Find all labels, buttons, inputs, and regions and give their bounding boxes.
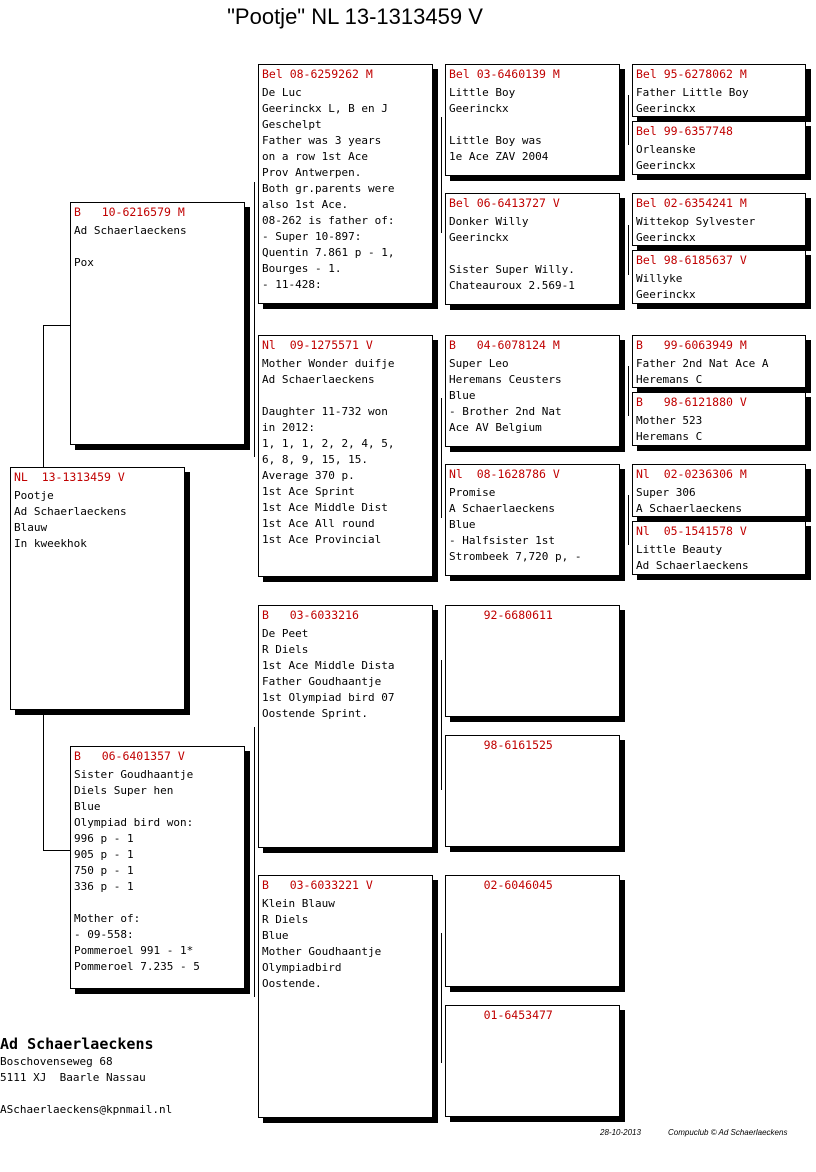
ring-number: B 06-6401357 V [74, 749, 185, 763]
pedigree-card-ssdd[interactable] [632, 250, 806, 304]
card-line: - 11-428: [262, 278, 322, 291]
card-line: 750 p - 1 [74, 864, 134, 877]
card-line: De Peet [262, 627, 309, 640]
pedigree-card-dss[interactable] [445, 605, 620, 717]
pedigree-card-subject[interactable] [10, 467, 185, 710]
card-line [262, 388, 429, 404]
card-line: Geerinckx [636, 231, 696, 244]
card-line: Olympiad bird won: [74, 816, 194, 829]
card-line: 1st Ace Middle Dista [262, 659, 395, 672]
pedigree-card-ssss[interactable] [632, 64, 806, 117]
pedigree-card-ssds[interactable] [632, 193, 806, 246]
card-line: 1st Ace Middle Dist [262, 501, 388, 514]
card-line: Heremans C [636, 373, 703, 386]
card-line: In kweekhok [14, 537, 87, 550]
card-line: A Schaerlaeckens [636, 502, 742, 515]
connector-line [628, 366, 629, 416]
card-line: Blue [449, 389, 476, 402]
card-line: Ad Schaerlaeckens [262, 373, 375, 386]
card-line: 1st Olympiad bird 07 [262, 691, 395, 704]
pedigree-card-sdss[interactable] [632, 335, 806, 388]
ring-number: 92-6680611 [449, 608, 553, 622]
card-line: 1st Ace All round [262, 517, 375, 530]
card-line: - Super 10-897: [262, 230, 362, 243]
card-line: Little Boy [449, 86, 516, 99]
card-line: Little Beauty [636, 543, 723, 556]
card-line: A Schaerlaeckens [449, 502, 555, 515]
pedigree-card-dsd[interactable] [445, 735, 620, 847]
card-line: Blue [74, 800, 101, 813]
card-line: Father Little Boy [636, 86, 749, 99]
card-line: Bourges - 1. [262, 262, 342, 275]
card-line: Mother of: [74, 912, 141, 925]
ring-number: Nl 05-1541578 V [636, 524, 747, 538]
card-line: 905 p - 1 [74, 848, 134, 861]
ring-number: Bel 03-6460139 M [449, 67, 560, 81]
connector-line [628, 95, 629, 145]
connector-line [441, 398, 442, 518]
card-line: Average 370 p. [262, 469, 355, 482]
ring-number: B 03-6033221 V [262, 878, 373, 892]
card-line: also 1st Ace. [262, 198, 349, 211]
pedigree-card-sdd[interactable] [445, 464, 620, 576]
card-line: 6, 8, 9, 15, 15. [262, 453, 368, 466]
connector-line [254, 857, 255, 997]
ring-number: 01-6453477 [449, 1008, 553, 1022]
card-line: Pox [74, 256, 94, 269]
card-line: Diels Super hen [74, 784, 174, 797]
card-line: 1st Ace Sprint [262, 485, 355, 498]
connector-line [441, 660, 442, 790]
card-line: Quentin 7.861 p - 1, [262, 246, 395, 259]
ring-number: B 99-6063949 M [636, 338, 747, 352]
card-line: Ad Schaerlaeckens [14, 505, 127, 518]
connector-line [254, 327, 255, 457]
card-line: 1, 1, 1, 2, 2, 4, 5, [262, 437, 395, 450]
card-line: Pommeroel 7.235 - 5 [74, 960, 200, 973]
connector-line [43, 850, 70, 851]
connector-line [254, 727, 255, 857]
ring-number: Bel 02-6354241 M [636, 196, 747, 210]
pedigree-card-sddd[interactable] [632, 521, 806, 575]
card-line: Mother 523 [636, 414, 703, 427]
card-line: R Diels [262, 913, 309, 926]
card-line: Blue [262, 929, 289, 942]
card-line: Geerinckx [636, 159, 696, 172]
ring-number: Bel 98-6185637 V [636, 253, 747, 267]
card-line: Orleanske [636, 143, 696, 156]
footer-date: 28-10-2013 [600, 1128, 641, 1137]
card-line: Pootje [14, 489, 54, 502]
pedigree-card-ss[interactable] [258, 64, 433, 304]
card-line: Ad Schaerlaeckens [636, 559, 749, 572]
ring-number: B 03-6033216 [262, 608, 359, 622]
card-line: Chateauroux 2.569-1 [449, 279, 575, 292]
card-line: on a row 1st Ace [262, 150, 368, 163]
ring-number: 02-6046045 [449, 878, 553, 892]
card-line: 08-262 is father of: [262, 214, 395, 227]
connector-line [441, 933, 442, 1063]
card-line: Sister Super Willy. [449, 263, 575, 276]
ring-number: Nl 08-1628786 V [449, 467, 560, 481]
card-line: Prov Antwerpen. [262, 166, 362, 179]
pedigree-card-sds[interactable] [445, 335, 620, 447]
pedigree-card-ssd[interactable] [445, 193, 620, 305]
connector-line [43, 325, 70, 326]
card-line: - Brother 2nd Nat [449, 405, 562, 418]
ring-number: 98-6161525 [449, 738, 553, 752]
connector-line [43, 325, 44, 468]
owner-address-city: 5111 XJ Baarle Nassau [0, 1071, 146, 1084]
card-line: Willyke [636, 272, 683, 285]
card-line: Mother Goudhaantje [262, 945, 382, 958]
card-line: Daughter 11-732 won [262, 405, 388, 418]
card-line: Oostende Sprint. [262, 707, 368, 720]
card-line: Oostende. [262, 977, 322, 990]
card-line: 1e Ace ZAV 2004 [449, 150, 549, 163]
card-line: - Halfsister 1st [449, 534, 555, 547]
card-line: Little Boy was [449, 134, 542, 147]
connector-line [254, 182, 255, 327]
card-line: Heremans Ceusters [449, 373, 562, 386]
ring-number: B 10-6216579 M [74, 205, 185, 219]
ring-number: B 98-6121880 V [636, 395, 747, 409]
pedigree-card-ddd[interactable] [445, 1005, 620, 1117]
ring-number: Nl 09-1275571 V [262, 338, 373, 352]
ring-number: Nl 02-0236306 M [636, 467, 747, 481]
card-line: 1st Ace Provincial [262, 533, 382, 546]
pedigree-card-ds[interactable] [258, 605, 433, 848]
pedigree-card-dds[interactable] [445, 875, 620, 987]
card-line: Heremans C [636, 430, 703, 443]
ring-number: NL 13-1313459 V [14, 470, 125, 484]
card-line [449, 246, 616, 262]
connector-line [441, 117, 442, 233]
card-line: De Luc [262, 86, 302, 99]
pedigree-card-sire[interactable] [70, 202, 245, 445]
card-line: Donker Willy [449, 215, 529, 228]
card-line: Geerinckx L, B en J [262, 102, 388, 115]
connector-line [43, 710, 44, 850]
card-line: Geerinckx [636, 102, 696, 115]
card-line: Promise [449, 486, 496, 499]
owner-address-street: Boschovenseweg 68 [0, 1055, 113, 1068]
card-line: Mother Wonder duifje [262, 357, 395, 370]
card-line [74, 895, 241, 911]
card-line: Klein Blauw [262, 897, 335, 910]
card-line: Geerinckx [636, 288, 696, 301]
card-line: Geschelpt [262, 118, 322, 131]
owner-name: Ad Schaerlaeckens [0, 1035, 154, 1053]
card-line: Both gr.parents were [262, 182, 395, 195]
ring-number: B 04-6078124 M [449, 338, 560, 352]
footer-credit: Compuclub © Ad Schaerlaeckens [668, 1128, 788, 1137]
owner-block [0, 1034, 172, 1118]
card-line [74, 239, 241, 255]
owner-email: ASchaerlaeckens@kpnmail.nl [0, 1103, 173, 1116]
pedigree-card-sdsd[interactable] [632, 392, 806, 446]
connector-line [628, 495, 629, 545]
card-line: Super Leo [449, 357, 509, 370]
card-line: Olympiadbird [262, 961, 342, 974]
card-line: Sister Goudhaantje [74, 768, 194, 781]
page-title: "Pootje" NL 13-1313459 V [227, 4, 483, 29]
pedigree-card-sd[interactable] [258, 335, 433, 577]
card-line: Father 2nd Nat Ace A [636, 357, 769, 370]
card-line: Strombeek 7,720 p, - [449, 550, 582, 563]
pedigree-card-sssd[interactable] [632, 121, 806, 175]
spacer [0, 1086, 172, 1102]
card-line: Blue [449, 518, 476, 531]
card-line: Father Goudhaantje [262, 675, 382, 688]
card-line: Geerinckx [449, 102, 509, 115]
card-line: Geerinckx [449, 231, 509, 244]
ring-number: Bel 95-6278062 M [636, 67, 747, 81]
pedigree-card-dam[interactable] [70, 746, 245, 989]
card-line: Ace AV Belgium [449, 421, 542, 434]
card-line: Super 306 [636, 486, 696, 499]
ring-number: Bel 08-6259262 M [262, 67, 373, 81]
card-line: - 09-558: [74, 928, 134, 941]
card-line: 336 p - 1 [74, 880, 134, 893]
pedigree-card-sdds[interactable] [632, 464, 806, 517]
card-line: Ad Schaerlaeckens [74, 224, 187, 237]
card-line: R Diels [262, 643, 309, 656]
pedigree-card-dd[interactable] [258, 875, 433, 1118]
ring-number: Bel 06-6413727 V [449, 196, 560, 210]
card-line: in 2012: [262, 421, 315, 434]
ring-number: Bel 99-6357748 [636, 124, 733, 138]
card-line: 996 p - 1 [74, 832, 134, 845]
pedigree-card-sss[interactable] [445, 64, 620, 176]
card-line: Pommeroel 991 - 1* [74, 944, 194, 957]
card-line: Wittekop Sylvester [636, 215, 756, 228]
connector-line [628, 225, 629, 275]
card-line: Blauw [14, 521, 48, 534]
card-line: Father was 3 years [262, 134, 382, 147]
card-line [449, 117, 616, 133]
